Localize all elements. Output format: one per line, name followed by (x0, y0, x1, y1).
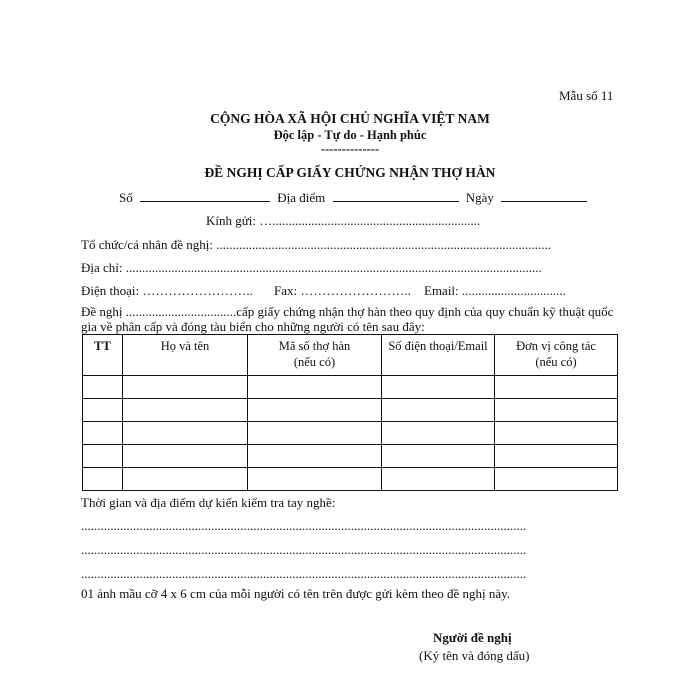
fax-field: Fax: …………………….. (274, 283, 411, 298)
table-cell[interactable] (248, 422, 382, 445)
table-cell[interactable] (495, 399, 618, 422)
table-row (83, 445, 618, 468)
request-paragraph: Đề nghị ..................................cấp giấy chứng nhận thợ hàn theo quy định của quy chuẩn kỹ thuật quốc gia về phân cấp và đóng tàu biển cho những người có tên sau đây: (81, 304, 614, 334)
ngay-label: Ngày (465, 190, 494, 205)
so-blank[interactable] (140, 189, 270, 202)
table-cell[interactable] (123, 445, 248, 468)
table-cell[interactable] (83, 399, 123, 422)
dia-diem-blank[interactable] (333, 189, 459, 202)
table-cell[interactable] (495, 445, 618, 468)
table-cell[interactable] (123, 422, 248, 445)
table-cell[interactable] (382, 468, 495, 491)
signature-title: Người đề nghị (433, 630, 512, 645)
national-motto: Độc lập - Tự do - Hạnh phúc (273, 128, 427, 142)
header-don-vi: Đơn vị công tác (nếu có) (495, 335, 618, 376)
header-dien-thoai: Số điện thoại/Email (382, 335, 495, 376)
table-cell[interactable] (495, 468, 618, 491)
dien-thoai-field: Điện thoại: …………………….. (81, 283, 253, 298)
document-title: ĐỀ NGHỊ CẤP GIẤY CHỨNG NHẬN THỢ HÀN (204, 165, 496, 180)
table-cell[interactable] (83, 422, 123, 445)
ngay-blank[interactable] (501, 189, 587, 202)
country-name: CỘNG HÒA XÃ HỘI CHỦ NGHĨA VIỆT NAM (210, 111, 490, 126)
table-row (83, 468, 618, 491)
table-cell[interactable] (248, 445, 382, 468)
header-ma-so: Mã số thợ hàn (nếu có) (248, 335, 382, 376)
table-cell[interactable] (123, 468, 248, 491)
table-cell[interactable] (248, 399, 382, 422)
table-cell[interactable] (382, 399, 495, 422)
table-cell[interactable] (83, 468, 123, 491)
signature-note: (Ký tên và đóng dấu) (419, 648, 530, 663)
so-label: Số (119, 190, 133, 205)
test-info-line[interactable]: ......................................................................................................................................... (81, 566, 527, 581)
table-cell[interactable] (123, 376, 248, 399)
form-number: Mẫu số 11 (559, 88, 614, 103)
table-cell[interactable] (83, 445, 123, 468)
table-row (83, 376, 618, 399)
table-cell[interactable] (248, 376, 382, 399)
table-cell[interactable] (83, 376, 123, 399)
meta-line (119, 189, 587, 206)
header-ho-ten: Họ và tên (123, 335, 248, 376)
kinh-gui-line: Kính gửi: …................................................................ (206, 213, 481, 228)
header-separator: -------------- (320, 142, 380, 156)
test-info-line[interactable]: ......................................................................................................................................... (81, 518, 527, 533)
welder-table (82, 334, 618, 491)
table-row (83, 399, 618, 422)
table-cell[interactable] (495, 376, 618, 399)
dia-diem-label: Địa điểm (277, 190, 326, 205)
table-cell[interactable] (248, 468, 382, 491)
test-info-label: Thời gian và địa điểm dự kiến kiểm tra tay nghề: (81, 495, 336, 510)
to-chuc-field: Tổ chức/cá nhân đề nghị: ....................................................................................................... (81, 237, 551, 252)
table-cell[interactable] (382, 445, 495, 468)
table-cell[interactable] (382, 376, 495, 399)
test-info-line[interactable]: ......................................................................................................................................... (81, 542, 527, 557)
table-cell[interactable] (495, 422, 618, 445)
table-cell[interactable] (382, 422, 495, 445)
table-header-row (83, 335, 618, 376)
header-tt: TT (83, 335, 123, 376)
photo-note: 01 ảnh mầu cỡ 4 x 6 cm của mỗi người có tên trên được gửi kèm theo đề nghị này. (81, 586, 511, 601)
email-field: Email: ................................ (424, 283, 566, 298)
dia-chi-field: Địa chỉ: ................................................................................................................................ (81, 260, 542, 275)
table-row (83, 422, 618, 445)
table-cell[interactable] (123, 399, 248, 422)
